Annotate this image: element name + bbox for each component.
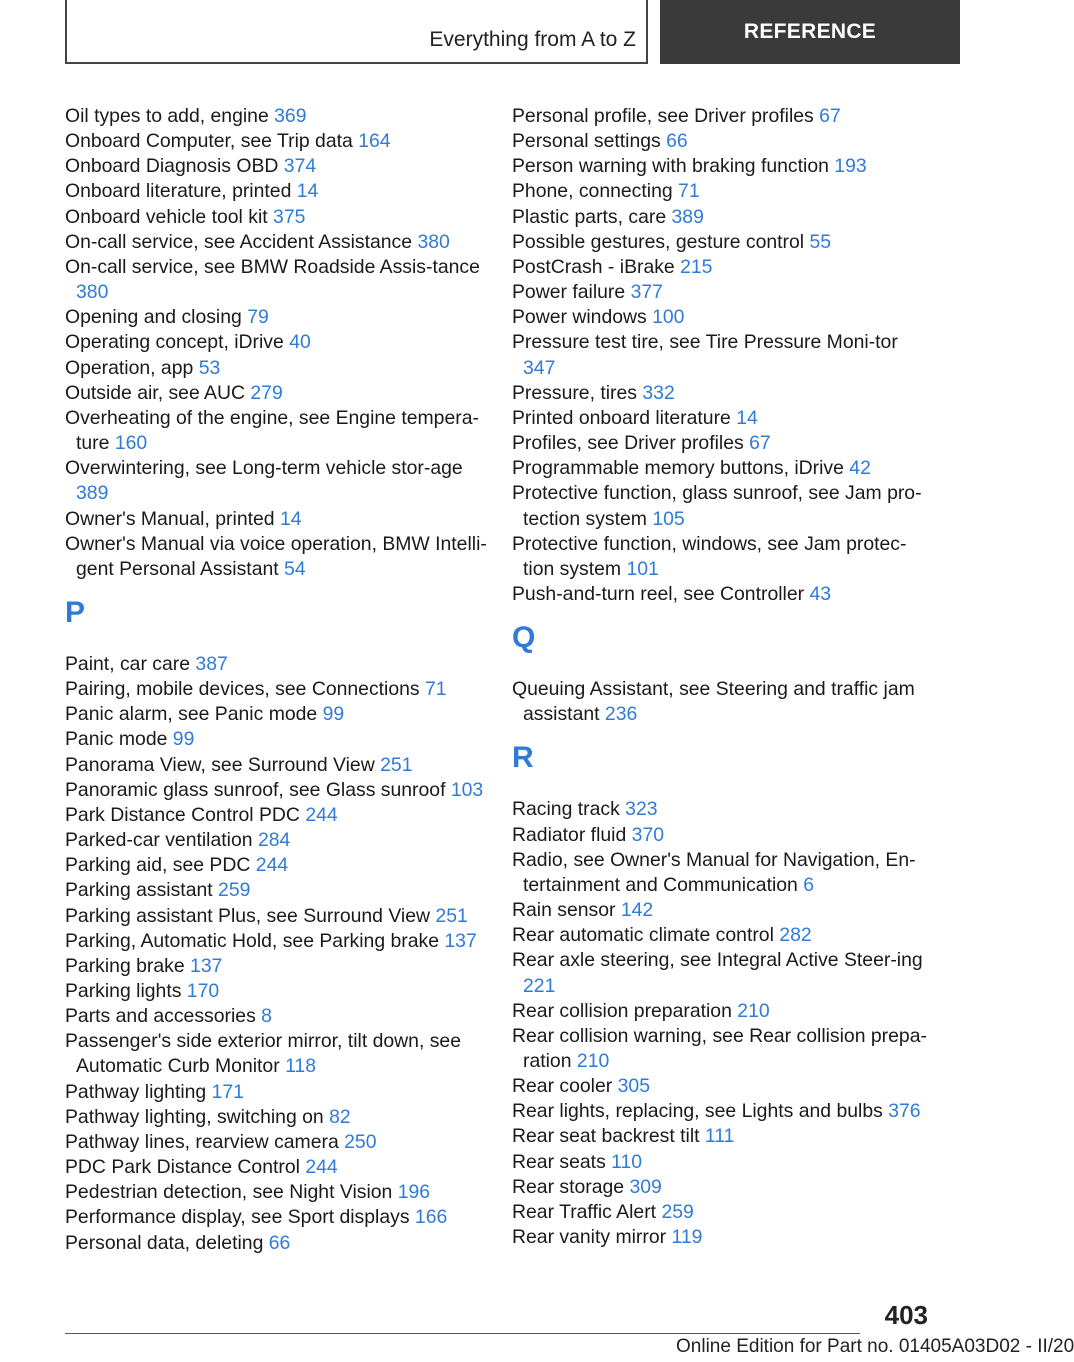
- page-link[interactable]: 236: [604, 703, 638, 726]
- index-letter-heading: R: [512, 741, 534, 775]
- index-entry: [65, 154, 495, 179]
- page-link[interactable]: 370: [631, 823, 665, 846]
- index-entry-text: Outside air, see AUC: [65, 381, 245, 404]
- index-entry: [65, 1004, 495, 1029]
- index-entry-text: Rear seat backrest tilt: [512, 1125, 700, 1148]
- page-link[interactable]: 42: [849, 457, 871, 480]
- index-entry: [512, 456, 932, 481]
- page-link[interactable]: 118: [285, 1055, 316, 1078]
- page-link[interactable]: 250: [344, 1130, 377, 1153]
- index-entry: [65, 456, 495, 506]
- index-entry: [512, 330, 932, 380]
- page-link[interactable]: 40: [289, 331, 311, 354]
- page-link[interactable]: 279: [250, 381, 283, 404]
- index-entry-text: Push-and-turn reel, see Controller: [512, 582, 805, 605]
- index-entry: [512, 898, 932, 923]
- page-link[interactable]: 323: [625, 798, 658, 821]
- page-link[interactable]: 305: [617, 1075, 650, 1098]
- page-link[interactable]: 53: [198, 356, 221, 379]
- page-link[interactable]: 347: [523, 356, 556, 379]
- page-link[interactable]: 99: [172, 728, 195, 751]
- page-link[interactable]: 259: [661, 1200, 694, 1223]
- index-column-right: [512, 104, 932, 1250]
- index-entry: [65, 853, 495, 878]
- index-entry-text: Panoramic glass sunroof, see Glass sunroof: [65, 778, 446, 801]
- index-entry: [512, 381, 932, 406]
- index-entry: [65, 727, 495, 752]
- index-entry-text: Racing track: [512, 798, 620, 821]
- index-entry-text: Phone, connecting: [512, 180, 673, 203]
- page-link[interactable]: 142: [620, 899, 654, 922]
- index-entry-text: Overwintering, see Long-term vehicle stor-age: [65, 457, 463, 480]
- index-entry-text: Rear vanity mirror: [512, 1226, 667, 1249]
- page-link[interactable]: 251: [435, 904, 468, 927]
- index-entry-text: Programmable memory buttons, iDrive: [512, 457, 844, 480]
- page-link[interactable]: 380: [76, 281, 109, 304]
- page-link[interactable]: 43: [809, 582, 832, 605]
- index-letter-heading: P: [65, 595, 86, 629]
- index-entry-text: Parking brake: [65, 954, 185, 977]
- page-link[interactable]: 67: [749, 432, 771, 455]
- page-link[interactable]: 244: [305, 1156, 338, 1179]
- index-entry-text: Parking lights: [65, 980, 182, 1002]
- index-entry: [65, 1105, 495, 1130]
- index-entry: [65, 1130, 495, 1155]
- index-entry-text: Oil types to add, engine: [65, 105, 269, 127]
- index-entry: [512, 154, 932, 179]
- index-entry: [65, 753, 495, 778]
- index-entry: [65, 305, 495, 330]
- page-link[interactable]: 389: [76, 482, 109, 505]
- index-entry: [65, 1029, 495, 1079]
- page-link[interactable]: 166: [414, 1206, 448, 1229]
- page-link[interactable]: 67: [819, 105, 841, 127]
- index-entry-text: Pressure test tire, see Tire Pressure Moni-tor: [512, 331, 898, 354]
- page-link[interactable]: 111: [704, 1125, 735, 1148]
- index-entry-text: Rear collision preparation: [512, 999, 732, 1022]
- index-entry: [65, 230, 495, 255]
- page-link[interactable]: 387: [195, 652, 228, 675]
- index-entry-text: PDC Park Distance Control: [65, 1156, 300, 1179]
- index-entry: [65, 878, 495, 903]
- index-entry: [65, 954, 495, 979]
- page-link[interactable]: 54: [284, 557, 306, 580]
- index-entry: [512, 1200, 932, 1225]
- index-entry: [65, 1205, 495, 1230]
- index-entry-text: Pedestrian detection, see Night Vision: [65, 1181, 393, 1204]
- page-link[interactable]: 66: [666, 130, 688, 153]
- index-entry: [512, 406, 932, 431]
- page-link[interactable]: 374: [283, 155, 317, 178]
- index-entry-text: Parking, Automatic Hold, see Parking brake: [65, 929, 439, 952]
- page-link[interactable]: 259: [218, 879, 251, 902]
- index-entry: [512, 1225, 932, 1250]
- index-entry: [512, 280, 932, 305]
- index-entry-text: Owner's Manual via voice operation, BMW Intelli-gent Personal Assistant: [65, 532, 487, 580]
- page-link[interactable]: 110: [611, 1150, 643, 1173]
- page-link[interactable]: 160: [114, 432, 148, 455]
- page-link[interactable]: 79: [247, 306, 269, 329]
- index-entry-text: Onboard vehicle tool kit: [65, 205, 268, 228]
- index-entry-text: On-call service, see BMW Roadside Assis-tance: [65, 255, 480, 278]
- index-entry: [65, 1180, 495, 1205]
- index-entry: [512, 582, 932, 607]
- index-entry: [65, 381, 495, 406]
- index-entry: [65, 129, 495, 154]
- page-link[interactable]: 71: [425, 678, 447, 701]
- page-link[interactable]: 100: [652, 306, 685, 329]
- index-entry: [512, 1175, 932, 1200]
- index-entry-text: Power failure: [512, 281, 626, 304]
- index-entry-text: On-call service, see Accident Assistance: [65, 230, 413, 253]
- index-entry: [65, 904, 495, 929]
- index-entry-text: Rear collision warning, see Rear collision prepa-ration: [512, 1024, 927, 1072]
- page-link[interactable]: 14: [296, 180, 319, 203]
- index-entry-text: Radiator fluid: [512, 823, 627, 846]
- index-entry-text: Onboard literature, printed: [65, 180, 292, 203]
- index-entry: [512, 1099, 932, 1124]
- index-entry-text: Personal profile, see Driver profiles: [512, 105, 814, 127]
- index-entry: [65, 677, 495, 702]
- index-entry-text: Protective function, glass sunroof, see Jam pro-tection system: [512, 482, 922, 530]
- index-entry: [512, 677, 932, 727]
- index-entry: [512, 1024, 932, 1074]
- edition-info: Online Edition for Part no. 01405A03D02 - II/20: [676, 1336, 1074, 1357]
- index-entry-text: Park Distance Control PDC: [65, 803, 300, 826]
- page-link[interactable]: 66: [268, 1231, 291, 1254]
- index-entry-text: Rear seats: [512, 1150, 606, 1173]
- page-link[interactable]: 282: [779, 924, 812, 947]
- index-entry: [512, 205, 932, 230]
- index-entry: [65, 979, 495, 1004]
- index-entry: [512, 230, 932, 255]
- page-link[interactable]: 210: [576, 1050, 610, 1072]
- index-entry-text: Person warning with braking function: [512, 155, 829, 178]
- index-entry: [512, 1150, 932, 1175]
- index-entry: [512, 179, 932, 204]
- index-entry: [65, 179, 495, 204]
- index-entry: [65, 652, 495, 677]
- index-entry: [65, 532, 495, 582]
- index-entry: [512, 848, 932, 898]
- index-entry-text: Rain sensor: [512, 899, 616, 922]
- page-link[interactable]: 284: [257, 829, 291, 852]
- page-link[interactable]: 215: [680, 255, 713, 278]
- index-entry-text: Power windows: [512, 306, 647, 329]
- index-entry-text: Protective function, windows, see Jam protec-tion system: [512, 532, 907, 580]
- index-entry-text: Profiles, see Driver profiles: [512, 432, 744, 455]
- index-entry: [512, 823, 932, 848]
- index-entry: [512, 948, 932, 998]
- index-entry-text: Plastic parts, care: [512, 205, 667, 228]
- page-link[interactable]: 14: [279, 507, 302, 530]
- header-section-box: [65, 0, 648, 64]
- index-entry: [65, 828, 495, 853]
- index-entry-text: Pathway lighting, switching on: [65, 1105, 324, 1128]
- index-entry-text: Pairing, mobile devices, see Connections: [65, 678, 420, 701]
- index-entry-text: Owner's Manual, printed: [65, 507, 275, 530]
- index-entry-text: Parking aid, see PDC: [65, 854, 251, 877]
- index-entry-text: Radio, see Owner's Manual for Navigation, En-tertainment and Communication: [512, 848, 916, 896]
- index-entry-text: Rear cooler: [512, 1075, 613, 1098]
- reference-tab[interactable]: [660, 0, 960, 64]
- page-link[interactable]: 332: [642, 381, 675, 404]
- page-link[interactable]: 171: [211, 1080, 244, 1103]
- index-column-left: [65, 104, 495, 1256]
- page-link[interactable]: 103: [450, 778, 484, 801]
- index-entry: [512, 999, 932, 1024]
- index-entry: [65, 104, 495, 129]
- page-link[interactable]: 164: [358, 130, 391, 153]
- index-entry: [65, 1231, 495, 1256]
- index-entry-text: Panorama View, see Surround View: [65, 753, 375, 776]
- index-entry-text: Rear Traffic Alert: [512, 1200, 657, 1223]
- index-entry: [512, 532, 932, 582]
- index-entry-text: Parking assistant Plus, see Surround View: [65, 904, 431, 927]
- page-link[interactable]: 244: [255, 854, 289, 877]
- index-entry-text: Parking assistant: [65, 879, 213, 902]
- page-link[interactable]: 137: [444, 929, 477, 952]
- index-entry-text: Rear storage: [512, 1175, 625, 1198]
- index-entry: [65, 356, 495, 381]
- index-entry-text: Operation, app: [65, 356, 194, 379]
- index-entry: [65, 255, 495, 305]
- index-entry: [65, 929, 495, 954]
- index-entry: [65, 778, 495, 803]
- page-link[interactable]: 170: [186, 980, 220, 1002]
- index-entry: [512, 255, 932, 280]
- index-entry: [512, 923, 932, 948]
- index-entry: [65, 507, 495, 532]
- page-link[interactable]: 105: [652, 507, 685, 530]
- index-entry-text: PostCrash - iBrake: [512, 255, 675, 278]
- page-link[interactable]: 82: [329, 1105, 351, 1128]
- page-link[interactable]: 14: [736, 406, 758, 429]
- page-link[interactable]: 376: [888, 1100, 921, 1123]
- index-entry-text: Operating concept, iDrive: [65, 331, 284, 354]
- page-link[interactable]: 71: [678, 180, 700, 203]
- index-entry-text: Rear axle steering, see Integral Active Steer-ing: [512, 949, 923, 972]
- index-entry-text: Paint, car care: [65, 652, 191, 675]
- index-entry: [65, 330, 495, 355]
- page-link[interactable]: 6: [803, 873, 815, 896]
- page-link[interactable]: 244: [305, 803, 338, 826]
- index-entry-text: Parked-car ventilation: [65, 829, 253, 852]
- page-link[interactable]: 377: [630, 281, 663, 304]
- index-entry-text: Panic mode: [65, 728, 168, 751]
- index-entry-text: Pressure, tires: [512, 381, 637, 404]
- index-entry: [512, 431, 932, 456]
- page-number: 403: [884, 1300, 928, 1330]
- page-link[interactable]: 309: [629, 1175, 662, 1198]
- index-entry-text: Personal data, deleting: [65, 1231, 264, 1254]
- page-link[interactable]: 101: [626, 557, 659, 580]
- index-entry-text: Overheating of the engine, see Engine tempera-ture: [65, 406, 479, 455]
- index-entry-text: Performance display, see Sport displays: [65, 1206, 410, 1229]
- index-entry-text: Possible gestures, gesture control: [512, 230, 805, 253]
- index-entry-text: Passenger's side exterior mirror, tilt down, see Automatic Curb Monitor: [65, 1030, 461, 1078]
- index-entry: [65, 702, 495, 727]
- page-link[interactable]: 221: [523, 974, 556, 997]
- page-link[interactable]: 8: [261, 1005, 272, 1028]
- index-entry: [512, 797, 932, 822]
- index-entry-text: Rear automatic climate control: [512, 924, 774, 947]
- footer-divider: [65, 1333, 860, 1334]
- index-letter-heading: Q: [512, 621, 536, 655]
- page-link[interactable]: 251: [380, 753, 413, 776]
- page-link[interactable]: 369: [274, 105, 307, 127]
- index-entry: [65, 803, 495, 828]
- index-entry-text: Onboard Computer, see Trip data: [65, 130, 353, 153]
- index-entry-text: Rear lights, replacing, see Lights and bulbs: [512, 1100, 883, 1123]
- index-entry-text: Panic alarm, see Panic mode: [65, 703, 318, 726]
- index-entry: [512, 104, 932, 129]
- index-entry-text: Onboard Diagnosis OBD: [65, 155, 279, 178]
- page-link[interactable]: 55: [809, 230, 832, 253]
- index-entry: [512, 481, 932, 531]
- page-link[interactable]: 193: [834, 155, 867, 178]
- index-entry: [65, 1080, 495, 1105]
- index-entry: [512, 1124, 932, 1149]
- index-entry-text: Queuing Assistant, see Steering and traffic jam assistant: [512, 678, 915, 726]
- page-link[interactable]: 137: [190, 954, 223, 977]
- page-link[interactable]: 119: [671, 1226, 703, 1249]
- section-title: Everything from A to Z: [429, 28, 636, 51]
- index-entry: [65, 406, 495, 456]
- index-entry-text: Pathway lighting: [65, 1080, 207, 1103]
- page-link[interactable]: 389: [671, 205, 704, 228]
- index-entry: [512, 305, 932, 330]
- index-entry-text: Printed onboard literature: [512, 406, 731, 429]
- page-link[interactable]: 196: [397, 1181, 431, 1204]
- reference-tab-label: REFERENCE: [743, 20, 877, 43]
- index-entry: [512, 129, 932, 154]
- index-entry-text: Opening and closing: [65, 306, 242, 329]
- page-link[interactable]: 210: [737, 999, 770, 1022]
- page-link[interactable]: 375: [273, 205, 306, 228]
- page-link[interactable]: 380: [417, 230, 450, 253]
- page-link[interactable]: 99: [322, 703, 345, 726]
- index-entry: [65, 205, 495, 230]
- index-entry-text: Parts and accessories: [65, 1005, 256, 1028]
- index-entry-text: Personal settings: [512, 130, 661, 153]
- index-entry: [65, 1155, 495, 1180]
- index-entry: [512, 1074, 932, 1099]
- index-entry-text: Pathway lines, rearview camera: [65, 1130, 339, 1153]
